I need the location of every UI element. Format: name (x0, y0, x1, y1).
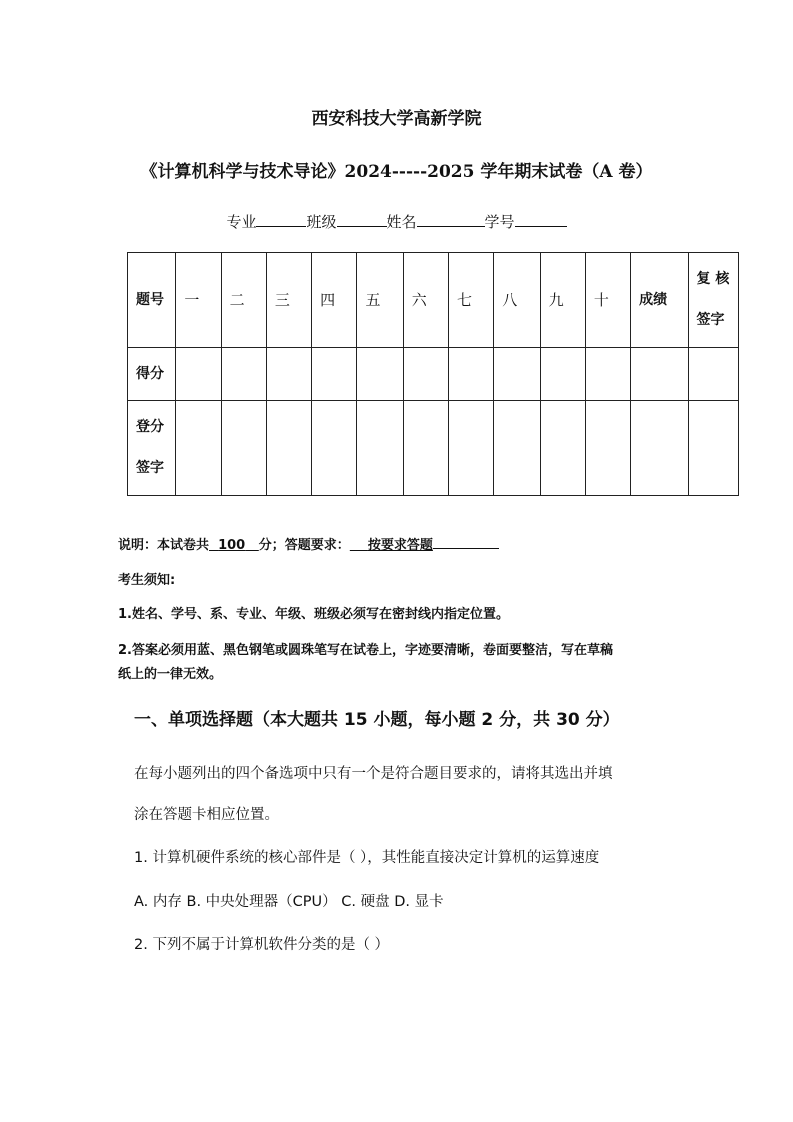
sign-cell[interactable] (176, 401, 221, 496)
header-cell-9: 九 (540, 253, 585, 348)
score-cell[interactable] (221, 348, 266, 401)
score-row (128, 348, 739, 401)
section-1-title: 一、单项选择题（本大题共 15 小题，每小题 2 分，共 30 分） (134, 710, 620, 730)
score-cell[interactable] (357, 348, 403, 401)
score-cell[interactable] (449, 348, 494, 401)
header-cell-review (688, 253, 738, 348)
header-cell-4: 四 (312, 253, 357, 348)
score-cell[interactable] (312, 348, 357, 401)
total-score-value: 100 (218, 538, 246, 553)
sign-cell[interactable] (449, 401, 494, 496)
total-score (209, 538, 259, 553)
unit-and-req: 分；答题要求： (258, 538, 350, 553)
header-cell-question-no: 题号 (128, 253, 176, 348)
sign-cell[interactable] (494, 401, 540, 496)
sign-cell[interactable] (266, 401, 311, 496)
score-cell[interactable] (631, 348, 688, 401)
name-blank[interactable] (417, 211, 485, 227)
header-cell-8: 八 (494, 253, 540, 348)
notice-rule-1: 1.姓名、学号、系、专业、年级、班级必须写在密封线内指定位置。 (118, 607, 509, 622)
major-blank[interactable] (256, 211, 306, 227)
score-cell[interactable] (585, 348, 630, 401)
student-id-blank[interactable] (515, 211, 567, 227)
score-cell[interactable] (688, 348, 738, 401)
table-header-row (128, 253, 739, 348)
desc-label: 说明：本试卷共 (118, 538, 210, 553)
header-cell-10: 十 (585, 253, 630, 348)
header-cell-1: 一 (176, 253, 221, 348)
class-blank[interactable] (337, 211, 387, 227)
sign-row (128, 401, 739, 496)
score-cell[interactable] (176, 348, 221, 401)
exam-title: 《计算机科学与技术导论》2024-----2025 学年期末试卷（A 卷） (140, 162, 653, 182)
header-cell-total: 成绩 (631, 253, 688, 348)
student-id-label: 学号 (484, 213, 515, 231)
school-name: 西安科技大学高新学院 (311, 109, 482, 129)
name-label: 姓名 (386, 213, 417, 231)
question-2: 2. 下列不属于计算机软件分类的是（ ） (134, 937, 390, 953)
notice-rule-2-line-2: 纸上的一律无效。 (118, 667, 223, 682)
score-cell[interactable] (494, 348, 540, 401)
section-1-intro-line-2: 涂在答题卡相应位置。 (134, 807, 279, 823)
notice-title: 考生须知: (118, 573, 176, 588)
header-cell-2: 二 (221, 253, 266, 348)
sign-cell[interactable] (585, 401, 630, 496)
sign-row-label-2: 签字 (136, 460, 164, 476)
question-1: 1. 计算机硬件系统的核心部件是（ ），其性能直接决定计算机的运算速度 (134, 850, 600, 866)
exam-description (118, 534, 499, 553)
sign-cell[interactable] (688, 401, 738, 496)
sign-cell[interactable] (312, 401, 357, 496)
sign-row-label (128, 401, 176, 496)
student-info-line (0, 211, 793, 232)
answer-requirement (350, 538, 499, 553)
notice-rule-2-line-1: 2.答案必须用蓝、黑色钢笔或圆珠笔写在试卷上，字迹要清晰，卷面要整洁，写在草稿 (118, 643, 613, 658)
answer-requirement-value: 按要求答题 (367, 538, 433, 553)
class-label: 班级 (306, 213, 337, 231)
review-sign-label: 签字 (696, 312, 725, 328)
score-cell[interactable] (540, 348, 585, 401)
header-cell-3: 三 (266, 253, 311, 348)
sign-row-label-1: 登分 (136, 419, 164, 435)
review-label: 复 核 (696, 271, 730, 287)
score-cell[interactable] (403, 348, 448, 401)
header-cell-6: 六 (403, 253, 448, 348)
score-row-label: 得分 (128, 348, 176, 401)
sign-cell[interactable] (403, 401, 448, 496)
major-label: 专业 (226, 213, 257, 231)
sign-cell[interactable] (631, 401, 688, 496)
question-1-options: A. 内存 B. 中央处理器（CPU） C. 硬盘 D. 显卡 (134, 894, 444, 910)
sign-cell[interactable] (357, 401, 403, 496)
section-1-intro-line-1: 在每小题列出的四个备选项中只有一个是符合题目要求的，请将其选出并填 (134, 766, 613, 782)
score-table (127, 252, 739, 496)
score-cell[interactable] (266, 348, 311, 401)
header-cell-5: 五 (357, 253, 403, 348)
sign-cell[interactable] (540, 401, 585, 496)
sign-cell[interactable] (221, 401, 266, 496)
header-cell-7: 七 (449, 253, 494, 348)
